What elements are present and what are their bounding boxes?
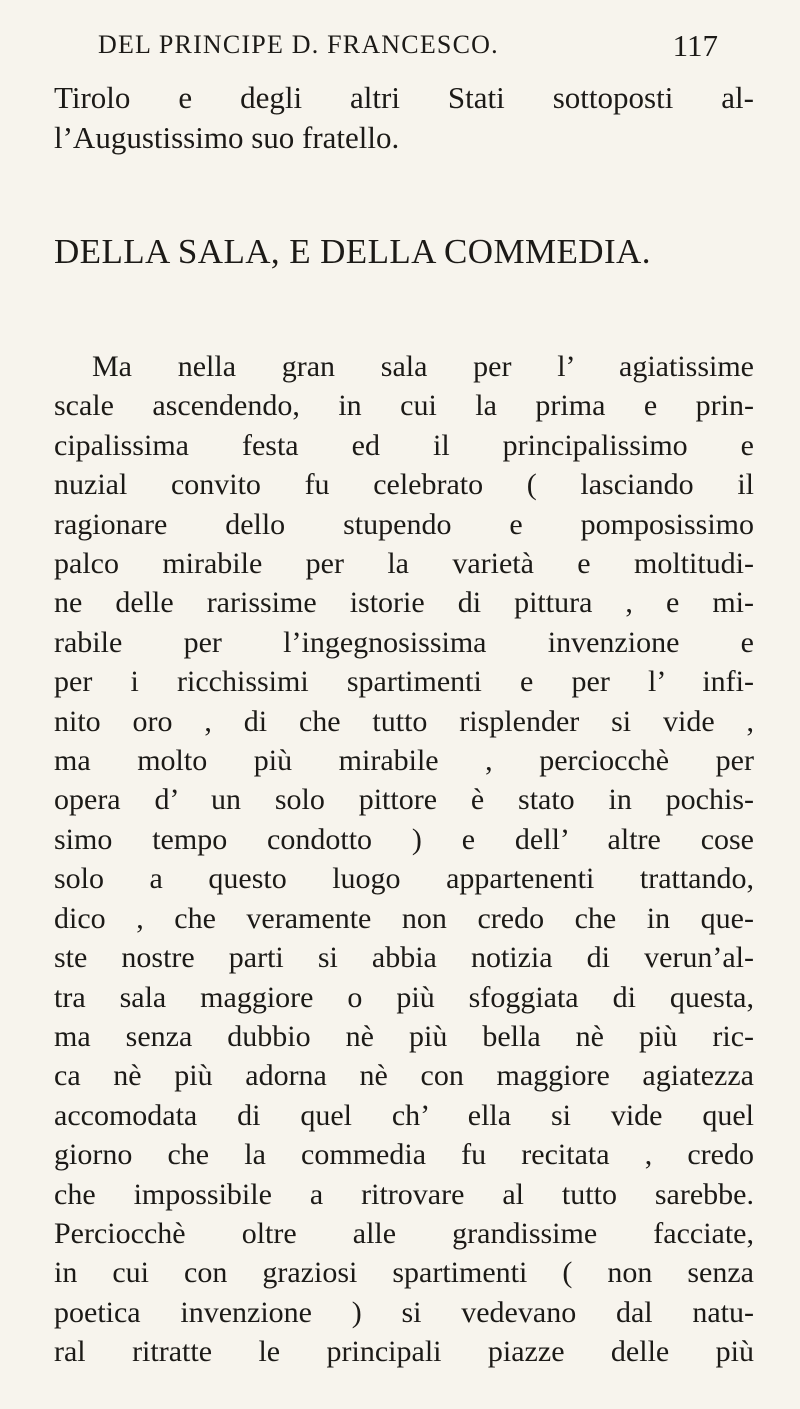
running-head-title: DEL PRINCIPE D. FRANCESCO. — [98, 30, 499, 59]
opening-paragraph — [54, 78, 754, 158]
text-line: ca nè più adorna nè con maggiore agiatezza — [54, 1059, 754, 1093]
text-line: accomodata di quel ch’ ella si vide quel — [54, 1098, 754, 1132]
text-line: nuzial convito fu celebrato ( lasciando il — [54, 468, 754, 502]
text-line: rabile per l’ingegnosissima invenzione e — [54, 625, 754, 659]
text-line: nito oro , di che tutto risplender si vide , — [54, 704, 754, 738]
section-title: DELLA SALA, E DELLA COMMEDIA. — [54, 232, 651, 271]
text-line: ne delle rarissime istorie di pittura , e mi- — [54, 586, 754, 620]
text-line: solo a questo luogo appartenenti trattando, — [54, 862, 754, 896]
text-line: ral ritratte le principali piazze delle più — [54, 1335, 754, 1369]
text-line: cipalissima festa ed il principalissimo e — [54, 428, 754, 462]
text-line: Perciocchè oltre alle grandissime facciate, — [54, 1216, 754, 1250]
text-line: tra sala maggiore o più sfoggiata di questa, — [54, 980, 754, 1014]
running-head — [98, 30, 718, 80]
text-line: ste nostre parti si abbia notizia di verun’al- — [54, 941, 754, 975]
text-line: ma molto più mirabile , perciocchè per — [54, 744, 754, 778]
text-line: scale ascendendo, in cui la prima e prin- — [54, 389, 754, 423]
text-line: dico , che veramente non credo che in que- — [54, 901, 754, 935]
text-line: ragionare dello stupendo e pomposissimo — [54, 507, 754, 541]
text-line: Tirolo e degli altri Stati sottoposti al- — [54, 80, 754, 115]
text-line: opera d’ un solo pittore è stato in pochis- — [54, 783, 754, 817]
text-line: giorno che la commedia fu recitata , credo — [54, 1138, 754, 1172]
text-line: che impossibile a ritrovare al tutto sarebbe. — [54, 1177, 754, 1211]
text-line: Ma nella gran sala per l’ agiatissime — [92, 350, 754, 383]
page-number: 117 — [672, 28, 718, 63]
text-line: poetica invenzione ) si vedevano dal natu- — [54, 1295, 754, 1329]
text-line: per i ricchissimi spartimenti e per l’ infi- — [54, 665, 754, 699]
text-line: ma senza dubbio nè più bella nè più ric- — [54, 1019, 754, 1053]
text-line: in cui con graziosi spartimenti ( non senza — [54, 1256, 754, 1290]
text-line: l’Augustissimo suo fratello. — [54, 120, 400, 155]
body-paragraph — [54, 347, 754, 1372]
text-line: palco mirabile per la varietà e moltitudi- — [54, 547, 754, 581]
text-line: simo tempo condotto ) e dell’ altre cose — [54, 822, 754, 856]
